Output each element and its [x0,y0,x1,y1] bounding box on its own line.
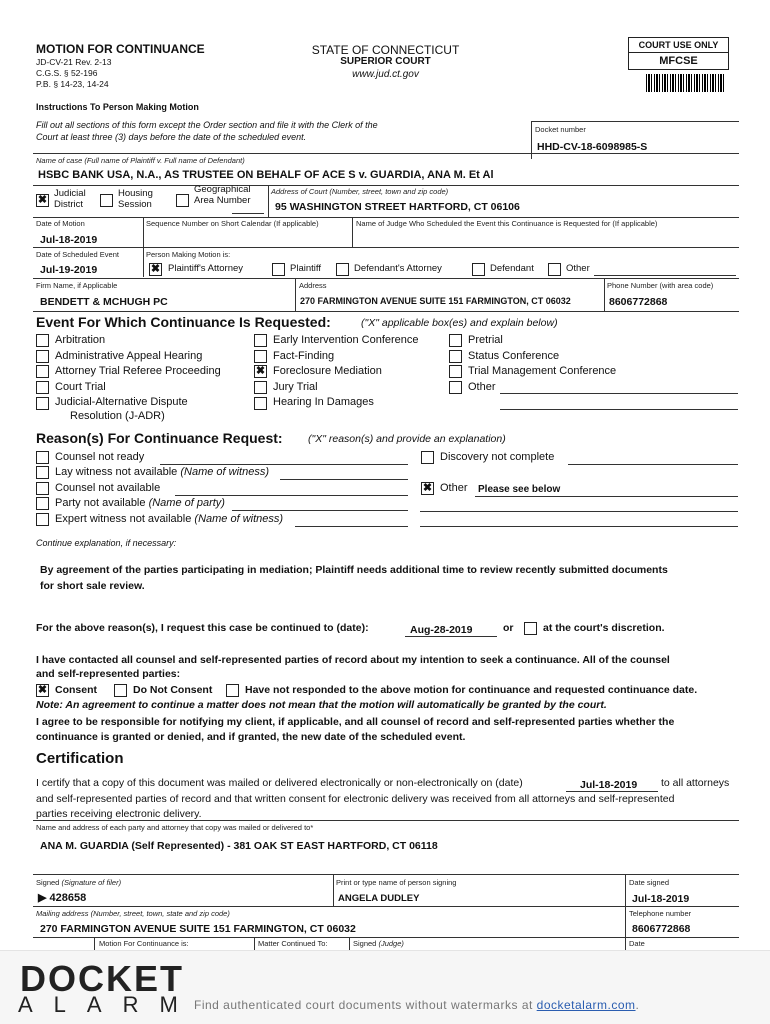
certification-date[interactable]: Jul-18-2019 [580,779,638,791]
other-person-label: Other [566,263,590,274]
scheduled-event-label: Date of Scheduled Event [36,250,119,259]
phone-label: Phone Number (with area code) [607,281,714,290]
court-trial-checkbox[interactable] [36,381,49,394]
form-title: MOTION FOR CONTINUANCE [36,42,205,56]
counsel-not-ready-label: Counsel not ready [55,451,145,463]
certification-text-2: and self-represented parties of record and that written consent for electronic delivery was received from all attorneys and self-represented [36,793,675,805]
court-address[interactable]: 95 WASHINGTON STREET HARTFORD, CT 06106 [275,201,520,213]
other-reason-label: Other [440,482,468,494]
attorney-trial-referee-label: Attorney Trial Referee Proceeding [55,365,221,377]
docketalarm-link[interactable]: docketalarm.com [536,998,636,1012]
discovery-checkbox[interactable] [421,451,434,464]
admin-appeal-label: Administrative Appeal Hearing [55,350,203,362]
party-not-available-label: Party not available (Name of party) [55,497,225,509]
firm-name[interactable]: BENDETT & MCHUGH PC [40,296,168,308]
defendant-checkbox[interactable] [472,263,485,276]
judicial-district-checkbox[interactable]: ✖ [37,194,48,206]
case-name[interactable]: HSBC BANK USA, N.A., AS TRUSTEE ON BEHALF OF ACE S v. GUARDIA, ANA M. Et Al [38,169,494,181]
judge-signed-label: Signed (Judge) [353,939,404,948]
date-signed[interactable]: Jul-18-2019 [632,893,690,905]
order-date-label: Date [629,939,645,948]
form-statute: C.G.S. § 52-196 [36,68,98,78]
hearing-damages-label: Hearing In Damages [273,396,374,408]
logo-docket: DOCKET [20,958,184,999]
judge-name-label: Name of Judge Who Scheduled the Event this Continuance is Requested for (If applicable) [356,219,658,228]
form-id: JD-CV-21 Rev. 2-13 [36,57,112,67]
phone-number[interactable]: 8606772868 [609,296,668,308]
lay-witness-checkbox[interactable] [36,466,49,479]
pretrial-checkbox[interactable] [449,334,462,347]
counsel-not-available-label: Counsel not available [55,482,161,494]
agreement-note: Note: An agreement to continue a matter does not mean that the motion will automatically be granted by the court. [36,699,607,711]
other-person-checkbox[interactable] [548,263,561,276]
jadr-label: Judicial-Alternative Dispute [55,396,188,408]
barcode-image [646,74,726,92]
served-party[interactable]: ANA M. GUARDIA (Self Represented) - 381 OAK ST EAST HARTFORD, CT 06118 [40,840,438,852]
jadr-checkbox[interactable] [36,397,49,410]
discovery-label: Discovery not complete [440,451,555,463]
attorney-trial-referee-checkbox[interactable] [36,365,49,378]
names-label: Name and address of each party and attorney that copy was mailed or delivered to* [36,823,314,832]
expert-witness-label: Expert witness not available (Name of witness) [55,513,284,525]
explain-label: Continue explanation, if necessary: [36,538,177,548]
reasons-subheading: ("X" reason(s) and provide an explanation) [308,433,506,445]
date-signed-label: Date signed [629,878,670,887]
defendants-attorney-checkbox[interactable] [336,263,349,276]
arbitration-checkbox[interactable] [36,334,49,347]
foreclosure-mediation-label: Foreclosure Mediation [273,365,382,377]
instructions-line-1: Fill out all sections of this form except the Order section and file it with the Clerk of the [36,120,378,130]
certification-text-1b: to all attorneys [661,777,730,789]
request-date[interactable]: Aug-28-2019 [410,624,473,636]
status-conference-checkbox[interactable] [449,350,462,363]
date-of-motion-label: Date of Motion [36,219,85,228]
judicial-district-label: Judicial District [54,188,86,210]
request-text: For the above reason(s), I request this case be continued to (date): [36,622,369,634]
early-intervention-label: Early Intervention Conference [273,334,419,346]
telephone-number[interactable]: 8606772868 [632,923,691,935]
play-icon: ▶ [38,892,47,904]
other-reason-value[interactable]: Please see below [478,484,561,495]
consent-checkbox[interactable]: ✖ [37,684,48,696]
lay-witness-label: Lay witness not available (Name of witness) [55,466,269,478]
plaintiff-checkbox[interactable] [272,263,285,276]
state-name: STATE OF CONNECTICUT [311,43,460,57]
court-discretion-label: at the court's discretion. [543,622,665,634]
sequence-number-label: Sequence Number on Short Calendar (If applicable) [146,219,319,228]
expert-witness-checkbox[interactable] [36,513,49,526]
print-name-label: Print or type name of person signing [336,878,457,887]
explanation-line-1[interactable]: By agreement of the parties participating in mediation; Plaintiff needs additional time to review recently submitted documents [40,564,668,576]
geo-area-checkbox[interactable] [176,194,189,207]
status-conference-label: Status Conference [468,350,560,362]
print-name[interactable]: ANGELA DUDLEY [338,893,420,904]
certification-heading: Certification [36,750,124,767]
court-code: MFCSE [659,55,698,67]
telephone-label: Telephone number [629,909,692,918]
not-responded-label: Have not responded to the above motion for continuance and requested continuance date. [245,684,698,696]
court-name: SUPERIOR COURT [340,56,431,67]
form-practice-book: P.B. § 14-23, 14-24 [36,79,109,89]
plaintiff-label: Plaintiff [290,263,321,274]
trial-management-label: Trial Management Conference [468,365,617,377]
other-event-label: Other [468,381,496,393]
matter-continued-label: Matter Continued To: [258,939,328,948]
geo-area-label: Geographical Area Number [194,184,251,206]
early-intervention-checkbox[interactable] [254,334,267,347]
admin-appeal-checkbox[interactable] [36,350,49,363]
footer-text: Find authenticated court documents without watermarks at docketalarm.com. [194,998,640,1012]
reasons-heading: Reason(s) For Continuance Request: [36,430,283,446]
other-reason-checkbox[interactable]: ✖ [422,482,433,494]
certification-text-3: parties receiving electronic delivery. [36,808,202,820]
logo-alarm: ALARM [18,992,199,1017]
contact-line-1: I have contacted all counsel and self-represented parties of record about my intention to seek a continuance. All of the counsel [36,654,670,666]
address-label: Address [299,281,327,290]
plaintiffs-attorney-label: Plaintiff's Attorney [168,263,244,274]
person-making-motion-label: Person Making Motion is: [146,250,231,259]
trial-management-checkbox[interactable] [449,365,462,378]
firm-name-label: Firm Name, if Applicable [36,281,118,290]
docket-number-label: Docket number [535,125,586,134]
fact-finding-label: Fact-Finding [273,350,335,362]
instructions-line-2: Court at least three (3) days before the date of the scheduled event. [36,132,307,142]
do-not-consent-checkbox[interactable] [114,684,127,697]
agree-line-1: I agree to be responsible for notifying my client, if applicable, and all counsel of record and self-represented parties whether the [36,716,675,728]
event-subheading: ("X" applicable box(es) and explain below) [361,317,558,329]
housing-session-label: Housing Session [118,188,153,210]
pretrial-label: Pretrial [468,334,503,346]
jury-trial-label: Jury Trial [273,381,318,393]
explanation-line-2[interactable]: for short sale review. [40,580,145,592]
docket-number[interactable]: HHD-CV-18-6098985-S [537,141,648,153]
date-of-motion[interactable]: Jul-18-2019 [40,234,98,246]
signed-label: Signed (Signature of filer) [36,878,122,887]
hearing-damages-checkbox[interactable] [254,397,267,410]
contact-line-2: and self-represented parties: [36,668,181,680]
court-use-box [628,37,729,70]
motion-is-label: Motion For Continuance is: [99,939,189,948]
mailing-label: Mailing address (Number, street, town, state and zip code) [36,909,230,918]
court-discretion-checkbox[interactable] [524,622,537,635]
arbitration-label: Arbitration [55,334,106,346]
other-event-checkbox[interactable] [449,381,462,394]
signature-value[interactable]: ▶ 428658 [38,892,87,904]
counsel-not-ready-checkbox[interactable] [36,451,49,464]
party-not-available-checkbox[interactable] [36,497,49,510]
housing-session-checkbox[interactable] [100,194,113,207]
case-name-label: Name of case (Full name of Plaintiff v. Full name of Defendant) [36,156,245,165]
request-or: or [503,622,514,634]
defendant-label: Defendant [490,263,534,274]
foreclosure-mediation-checkbox[interactable]: ✖ [255,365,266,377]
scheduled-event-date[interactable]: Jul-19-2019 [40,264,98,276]
court-address-label: Address of Court (Number, street, town and zip code) [271,187,449,196]
fact-finding-checkbox[interactable] [254,350,267,363]
event-heading: Event For Which Continuance Is Requested: [36,314,331,330]
court-trial-label: Court Trial [55,381,106,393]
court-use-label: COURT USE ONLY [629,38,728,53]
jadr-label-2: Resolution (J-ADR) [70,410,165,422]
jury-trial-checkbox[interactable] [254,381,267,394]
mailing-address[interactable]: 270 FARMINGTON AVENUE SUITE 151 FARMINGTON, CT 06032 [40,923,356,935]
court-website: www.jud.ct.gov [352,69,419,80]
consent-label: Consent [55,684,97,696]
do-not-consent-label: Do Not Consent [133,684,213,696]
plaintiffs-attorney-checkbox[interactable]: ✖ [150,263,161,275]
not-responded-checkbox[interactable] [226,684,239,697]
certification-text-1: I certify that a copy of this document was mailed or delivered electronically or non-electronically on (date) [36,777,523,789]
filer-address[interactable]: 270 FARMINGTON AVENUE SUITE 151 FARMINGTON, CT 06032 [300,296,571,306]
instructions-heading: Instructions To Person Making Motion [36,102,199,112]
defendants-attorney-label: Defendant's Attorney [354,263,442,274]
counsel-not-available-checkbox[interactable] [36,482,49,495]
agree-line-2: continuance is granted or denied, and if granted, the new date of the scheduled event. [36,731,466,743]
